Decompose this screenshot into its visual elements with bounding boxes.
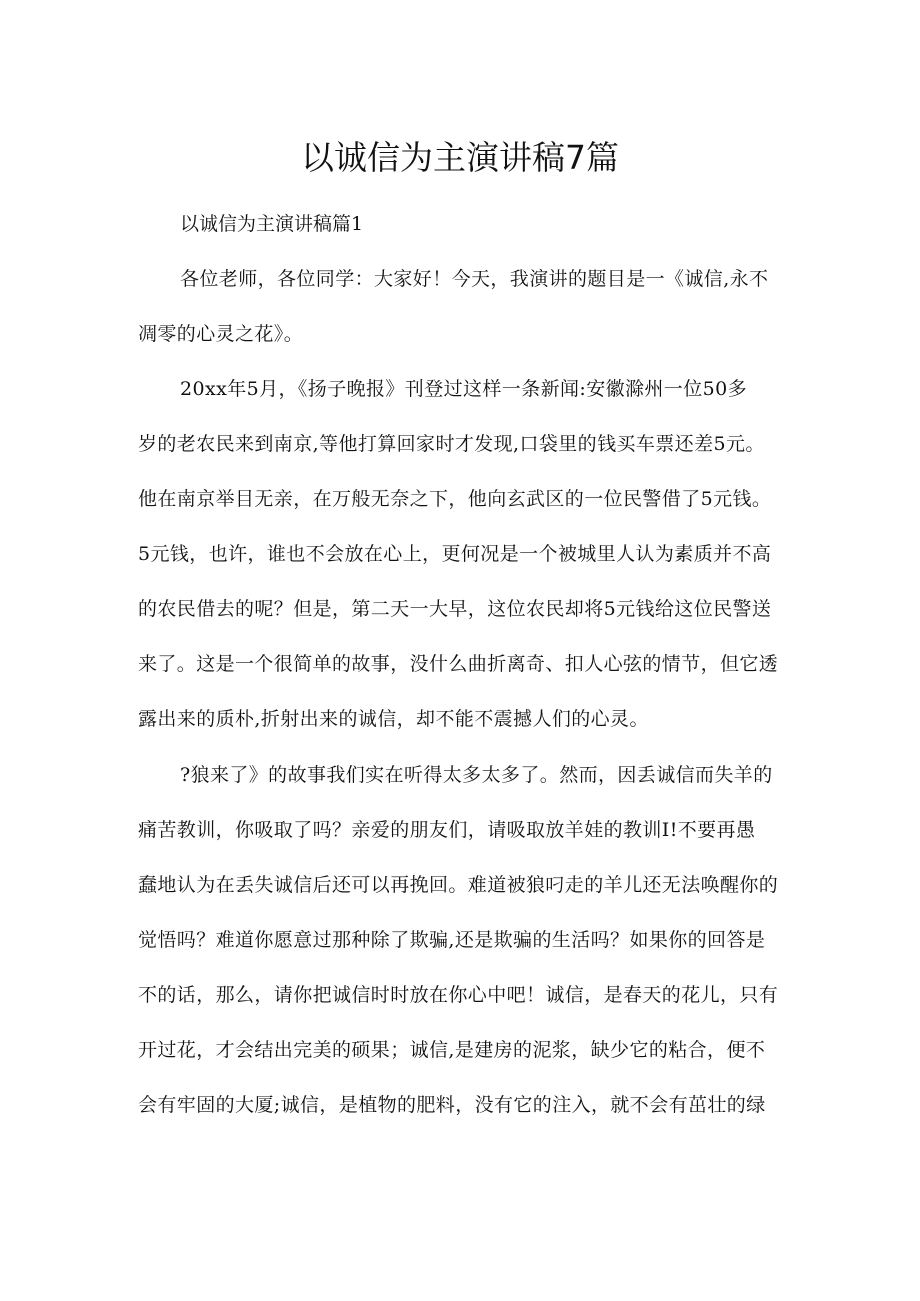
paragraph-line: 凋零的心灵之花》。 [138, 323, 304, 345]
paragraph-line: 的农民借去的呢？但是，第二天一大早，这位农民却将5元钱给这位民警送 [138, 598, 772, 620]
paragraph-line: 露出来的质朴,折射出来的诚信，却不能不震撼人们的心灵。 [138, 708, 649, 730]
paragraph-3 [138, 748, 798, 1133]
paragraph-line: 觉悟吗？难道你愿意过那种除了欺骗,还是欺骗的生活吗？如果你的回答是 [138, 929, 766, 951]
paragraph-line: 来了。这是一个很简单的故事，没什么曲折离奇、扣人心弦的情节，但它透 [138, 653, 779, 675]
paragraph-1 [138, 252, 798, 362]
paragraph-line: 蠢地认为在丢失诚信后还可以再挽回。难道被狼叼走的羊儿还无法唤醒你的 [138, 874, 779, 896]
paragraph-line: 痛苦教训，你吸取了吗？亲爱的朋友们，请吸取放羊娃的教训I!不要再愚 [138, 819, 756, 841]
section-heading: 以诚信为主演讲稿篇1 [180, 213, 364, 235]
paragraph-line: 岁的老农民来到南京,等他打算回家时才发现,口袋里的钱买车票还差5元。 [138, 433, 765, 455]
paragraph-line: 5元钱，也许，谁也不会放在心上，更何况是一个被城里人认为素质并不高 [138, 543, 772, 565]
paragraph-line: 会有牢固的大厦;诚信，是植物的肥料，没有它的注入，就不会有茁壮的绿 [138, 1094, 766, 1116]
paragraph-line: 不的话，那么，请你把诚信时时放在你心中吧！诚信，是春天的花儿，只有 [138, 984, 779, 1006]
paragraph-line: 20xx年5月，《扬子晚报》刊登过这样一条新闻:安徽滁州一位50多 [180, 378, 747, 400]
document-title: 以诚信为主演讲稿7篇 [301, 138, 619, 177]
paragraph-2 [138, 362, 798, 747]
paragraph-line: 开过花，才会结出完美的硕果；诚信,是建房的泥浆，缺少它的粘合，便不 [138, 1039, 766, 1061]
paragraph-line: 他在南京举目无亲，在万般无奈之下，他向玄武区的一位民警借了5元钱。 [138, 488, 772, 510]
paragraph-line: 各位老师，各位同学：大家好！今天，我演讲的题目是一《诚信,永不 [180, 268, 769, 290]
paragraph-line: ?狼来了》的故事我们实在听得太多太多了。然而，因丢诚信而失羊的 [180, 764, 773, 786]
